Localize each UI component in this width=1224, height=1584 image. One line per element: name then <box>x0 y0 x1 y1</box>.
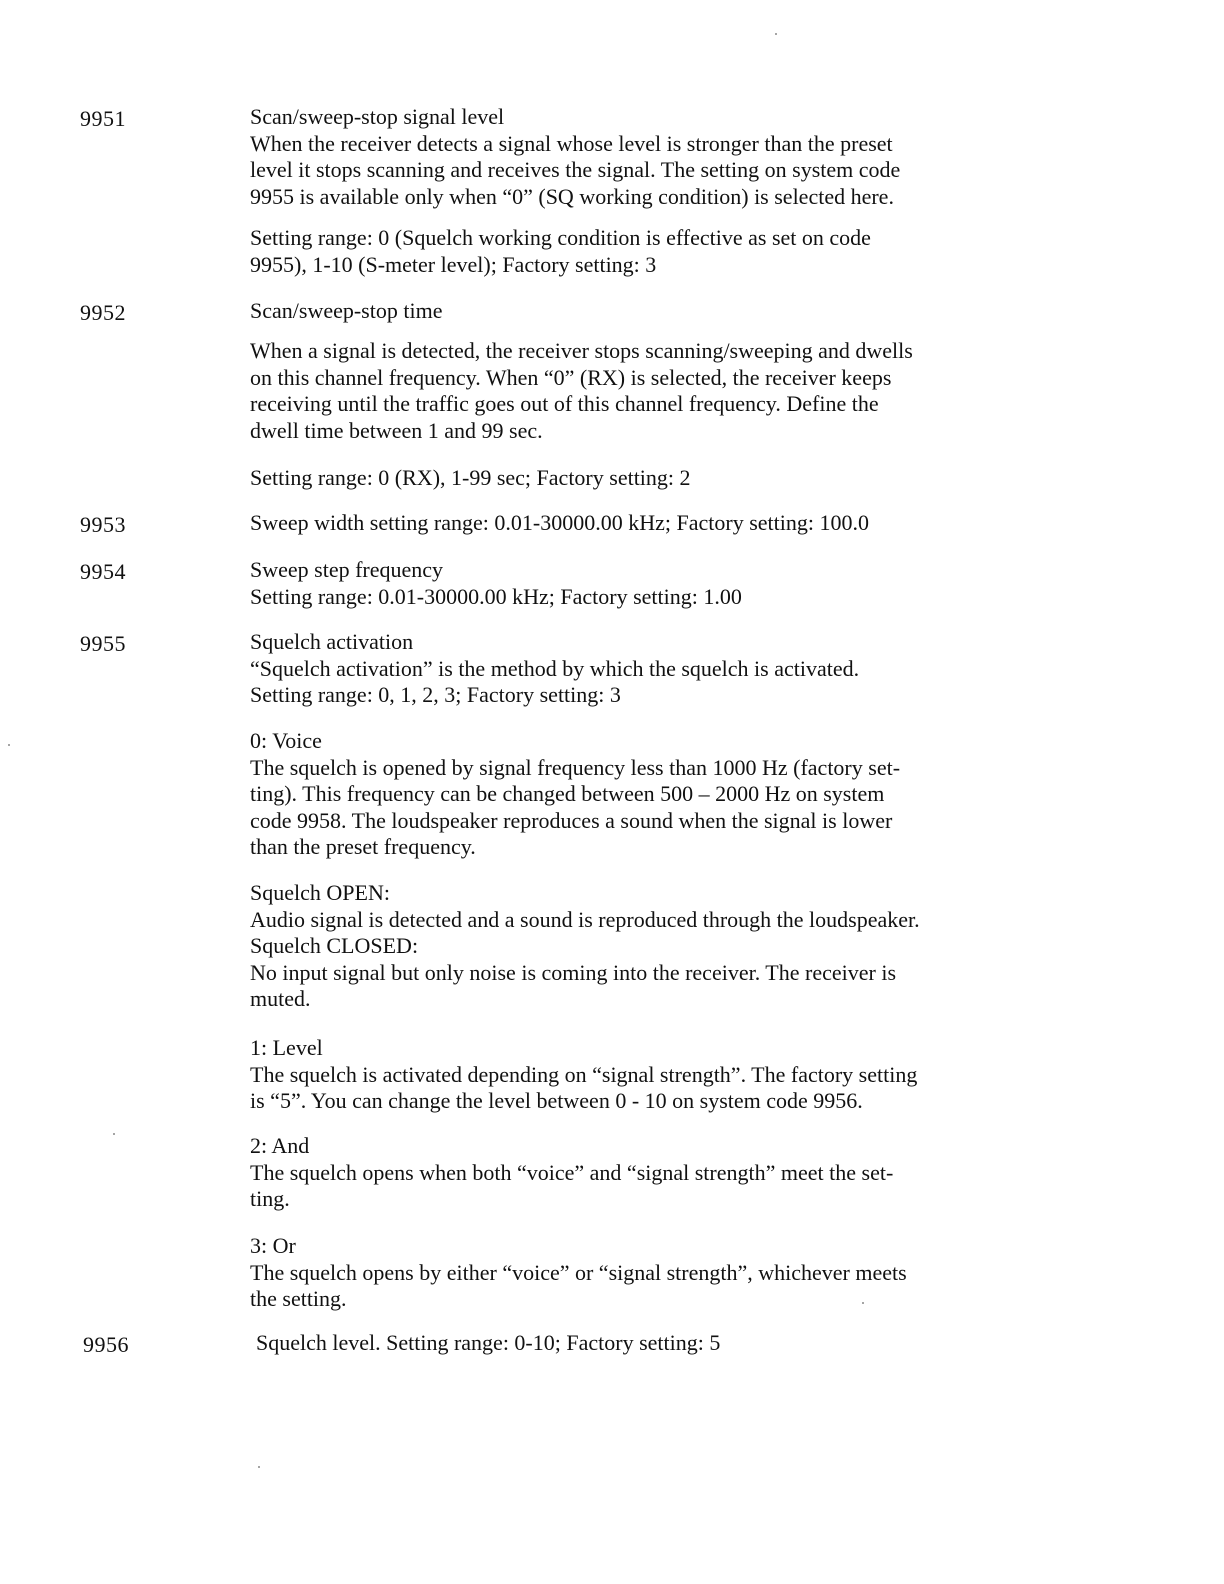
paragraph <box>250 629 1010 709</box>
text-line: is “5”. You can change the level between 0 - 10 on system code 9956. <box>250 1088 863 1113</box>
scan-speck <box>113 1133 115 1135</box>
paragraph <box>250 510 1010 537</box>
paragraph <box>250 298 1010 325</box>
scan-speck <box>775 33 777 35</box>
option-or <box>250 1233 1010 1313</box>
text-line: dwell time between 1 and 99 sec. <box>250 417 543 443</box>
text-line: Squelch level. Setting range: 0-10; Factory setting: 5 <box>256 1330 721 1355</box>
text-line: on this channel frequency. When “0” (RX) is selected, the receiver keeps <box>250 364 892 390</box>
system-code: 9954 <box>80 559 126 584</box>
entry-heading: Scan/sweep-stop signal level <box>250 104 505 129</box>
text-line: The squelch is activated depending on “signal strength”. The factory setting <box>250 1061 918 1087</box>
scan-speck <box>8 744 10 746</box>
option-heading: Squelch CLOSED: <box>250 933 419 958</box>
text-line: “Squelch activation” is the method by which the squelch is activated. <box>250 655 860 681</box>
text-line: Setting range: 0, 1, 2, 3; Factory setting: 3 <box>250 682 621 707</box>
text-line: ting). This frequency can be changed between 500 – 2000 Hz on system <box>250 781 885 806</box>
system-code: 9953 <box>80 512 126 537</box>
option-heading: 2: And <box>250 1133 310 1158</box>
text-line: Setting range: 0 (Squelch working condition is effective as set on code <box>250 225 871 250</box>
option-and <box>250 1133 1010 1213</box>
text-line: Audio signal is detected and a sound is reproduced through the loudspeaker. <box>250 906 920 932</box>
paragraph <box>250 557 1010 610</box>
text-line: the setting. <box>250 1286 347 1311</box>
paragraph <box>250 338 1010 444</box>
system-code: 9951 <box>80 106 126 131</box>
text-line: code 9958. The loudspeaker reproduces a sound when the signal is lower <box>250 807 893 833</box>
text-line: muted. <box>250 986 311 1011</box>
text-line: Sweep width setting range: 0.01-30000.00 kHz; Factory setting: 100.0 <box>250 510 869 535</box>
option-level <box>250 1035 1010 1115</box>
text-line: When the receiver detects a signal whose level is stronger than the preset <box>250 130 893 156</box>
text-line: When a signal is detected, the receiver stops scanning/sweeping and dwells <box>250 338 913 363</box>
system-code: 9956 <box>83 1332 129 1357</box>
text-line: The squelch opens when both “voice” and “signal strength” meet the set- <box>250 1159 894 1185</box>
text-line: 9955 is available only when “0” (SQ working condition) is selected here. <box>250 183 894 209</box>
text-line: receiving until the traffic goes out of this channel frequency. Define the <box>250 391 879 416</box>
text-line: No input signal but only noise is coming into the receiver. The receiver is <box>250 959 897 985</box>
system-code: 9955 <box>80 631 126 656</box>
entry-heading: Sweep step frequency <box>250 557 444 582</box>
option-heading: Squelch OPEN: <box>250 880 390 905</box>
setting-range-text <box>250 465 1010 492</box>
text-line: 9955), 1-10 (S-meter level); Factory setting: 3 <box>250 251 657 277</box>
setting-range-text <box>250 225 1010 278</box>
text-line: than the preset frequency. <box>250 834 476 859</box>
text-line: Setting range: 0 (RX), 1-99 sec; Factory setting: 2 <box>250 465 691 490</box>
paragraph <box>256 1330 1016 1357</box>
squelch-states <box>250 880 1010 1013</box>
text-line: The squelch is opened by signal frequency less than 1000 Hz (factory set- <box>250 754 901 780</box>
option-voice <box>250 728 1010 861</box>
entry-heading: Scan/sweep-stop time <box>250 298 443 323</box>
option-heading: 3: Or <box>250 1233 296 1258</box>
text-line: The squelch opens by either “voice” or “signal strength”, whichever meets <box>250 1259 907 1285</box>
scan-speck <box>258 1466 260 1468</box>
option-heading: 1: Level <box>250 1035 323 1060</box>
text-line: level it stops scanning and receives the signal. The setting on system code <box>250 157 901 182</box>
text-line: ting. <box>250 1186 290 1211</box>
option-heading: 0: Voice <box>250 728 322 753</box>
paragraph <box>250 104 1010 210</box>
entry-heading: Squelch activation <box>250 629 414 654</box>
system-code: 9952 <box>80 300 126 325</box>
scan-speck <box>862 1302 864 1304</box>
text-line: Setting range: 0.01-30000.00 kHz; Factory setting: 1.00 <box>250 583 742 609</box>
